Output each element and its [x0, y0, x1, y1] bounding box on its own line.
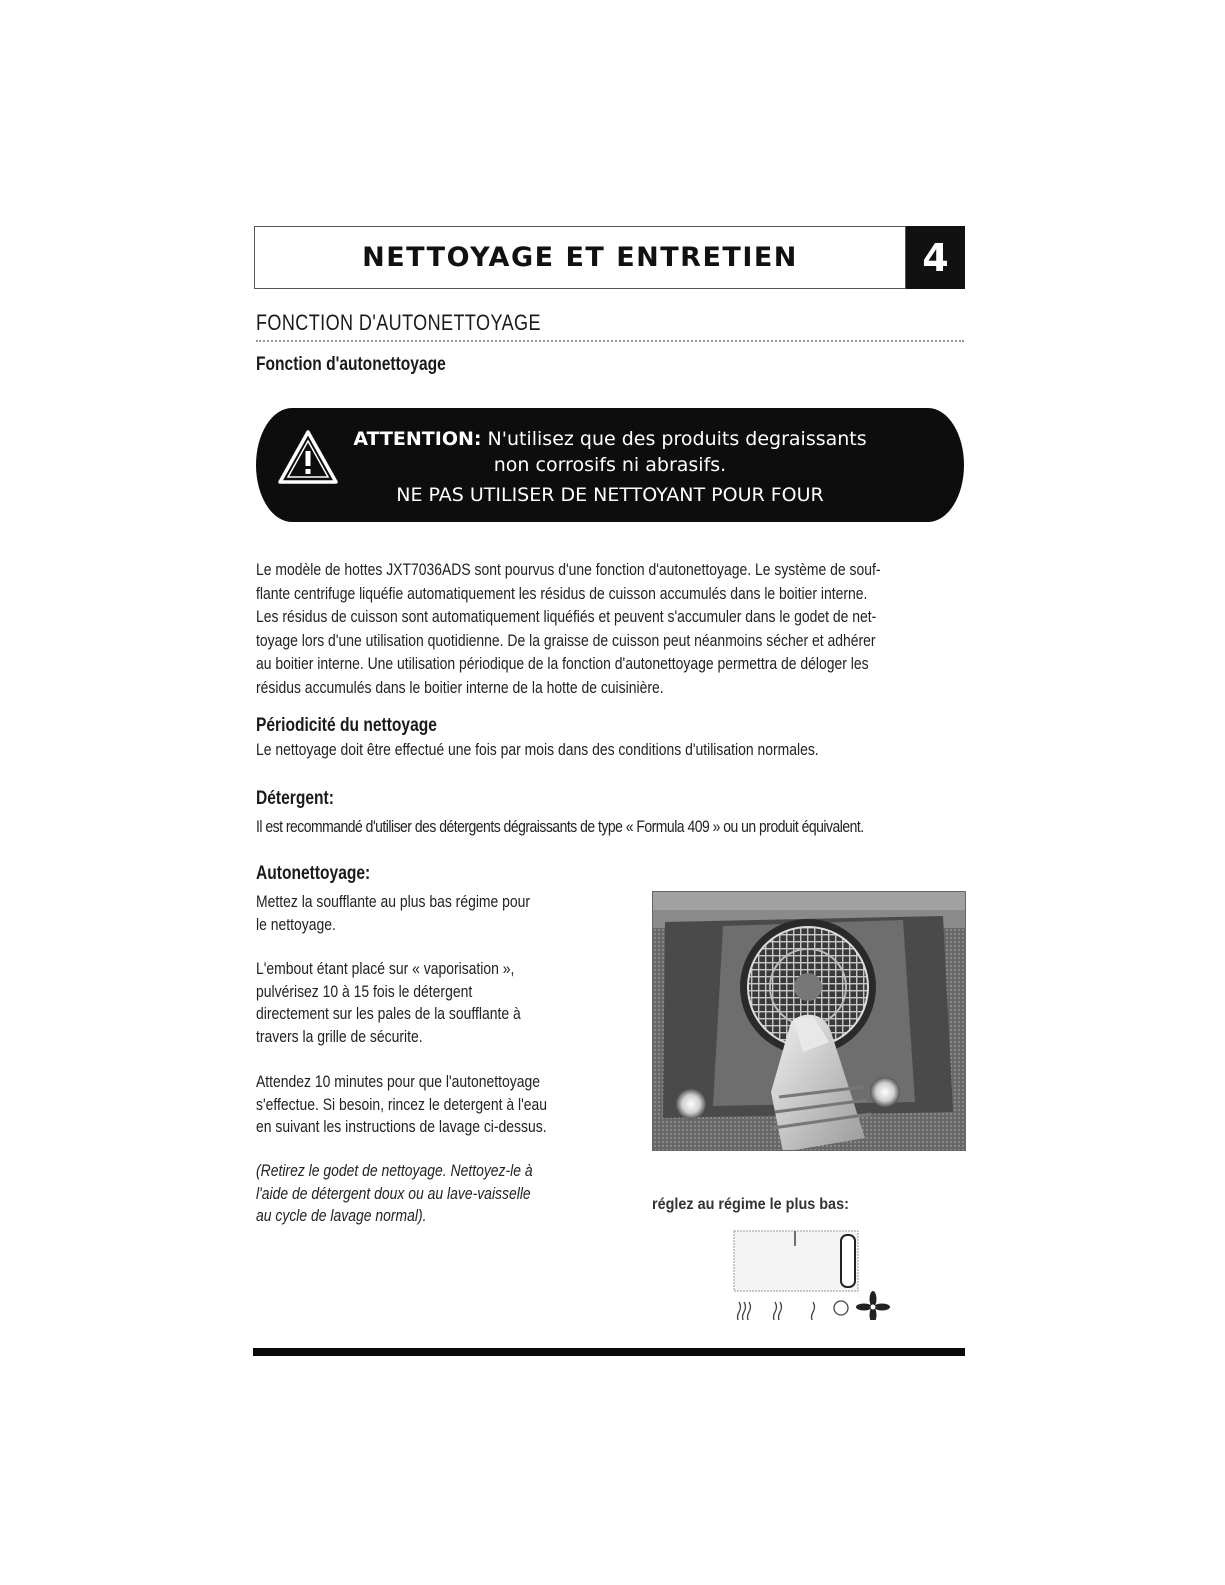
- autonettoyage-note: [256, 1160, 863, 1228]
- warning-line-2: non corrosifs ni abrasifs.: [493, 454, 727, 476]
- note-line: l'aide de détergent doux ou au lave-vaisselle: [256, 1183, 531, 1203]
- detergent-text: Il est recommandé d'utiliser des détergents dégraissants de type « Formula 409 » ou un produit équivalent.: [256, 817, 864, 836]
- step-line: en suivant les instructions de lavage ci-dessus.: [256, 1117, 547, 1137]
- bottom-rule: [253, 1348, 965, 1356]
- warning-line-1: N'utilisez que des produits degraissants: [487, 428, 867, 450]
- intro-line: toyage lors d'une utilisation quotidienne. De la graisse de cuisson peut néanmoins sécher et adhérer: [256, 630, 876, 650]
- warning-line-3: NE PAS UTILISER DE NETTOYANT POUR FOUR: [396, 484, 824, 506]
- intro-line: Les résidus de cuisson sont automatiquement liquéfiés et peuvent s'accumuler dans le godet de net-: [256, 607, 877, 627]
- intro-paragraph: [256, 558, 964, 700]
- note-line: (Retirez le godet de nettoyage. Nettoyez-le à: [256, 1161, 533, 1180]
- step-line: Attendez 10 minutes pour que l'autonettoyage: [256, 1072, 540, 1091]
- step-line: Mettez la soufflante au plus bas régime pour: [256, 892, 531, 911]
- intro-line: au boitier interne. Une utilisation périodique de la fonction d'autonettoyage permettra de déloger les: [256, 654, 869, 674]
- autonettoyage-heading: Autonettoyage:: [256, 863, 371, 884]
- warning-label: ATTENTION:: [353, 428, 482, 450]
- chapter-number: 4: [906, 226, 965, 289]
- fan-speed-slider-icon: [733, 1230, 893, 1320]
- chapter-title: NETTOYAGE ET ENTRETIEN: [362, 242, 798, 273]
- step-line: travers la grille de sécurite.: [256, 1026, 423, 1046]
- step-line: le nettoyage.: [256, 914, 336, 934]
- step-line: L'embout étant placé sur « vaporisation »,: [256, 959, 515, 978]
- step-line: pulvérisez 10 à 15 fois le détergent: [256, 981, 473, 1001]
- warning-banner: [256, 408, 964, 522]
- note-line: au cycle de lavage normal).: [256, 1206, 427, 1226]
- blower-fan-illustration: [653, 892, 966, 1151]
- step-line: s'effectue. Si besoin, rincez le detergent à l'eau: [256, 1094, 548, 1114]
- intro-line: flante centrifuge liquéfie automatiquement les résidus de cuisson accumulés dans le boitier interne.: [256, 583, 868, 603]
- chapter-header: [254, 226, 906, 289]
- section-subtitle: Fonction d'autonettoyage: [256, 354, 446, 375]
- section-title: FONCTION D'AUTONETTOYAGE: [256, 310, 541, 335]
- blower-fan-photo: [652, 891, 966, 1151]
- periodicite-text: Le nettoyage doit être effectué une fois par mois dans des conditions d'utilisation normales.: [256, 740, 819, 759]
- intro-line: résidus accumulés dans le boitier interne de la hotte de cuisinière.: [256, 677, 664, 697]
- detergent-heading: Détergent:: [256, 788, 334, 809]
- intro-line: Le modèle de hottes JXT7036ADS sont pourvus d'une fonction d'autonettoyage. Le système de souf-: [256, 560, 881, 579]
- section-divider: [256, 340, 964, 342]
- warning-text: [256, 426, 964, 508]
- step-line: directement sur les pales de la soufflante à: [256, 1004, 521, 1024]
- periodicite-heading: Périodicité du nettoyage: [256, 715, 437, 736]
- figure-caption: réglez au régime le plus bas:: [652, 1196, 849, 1213]
